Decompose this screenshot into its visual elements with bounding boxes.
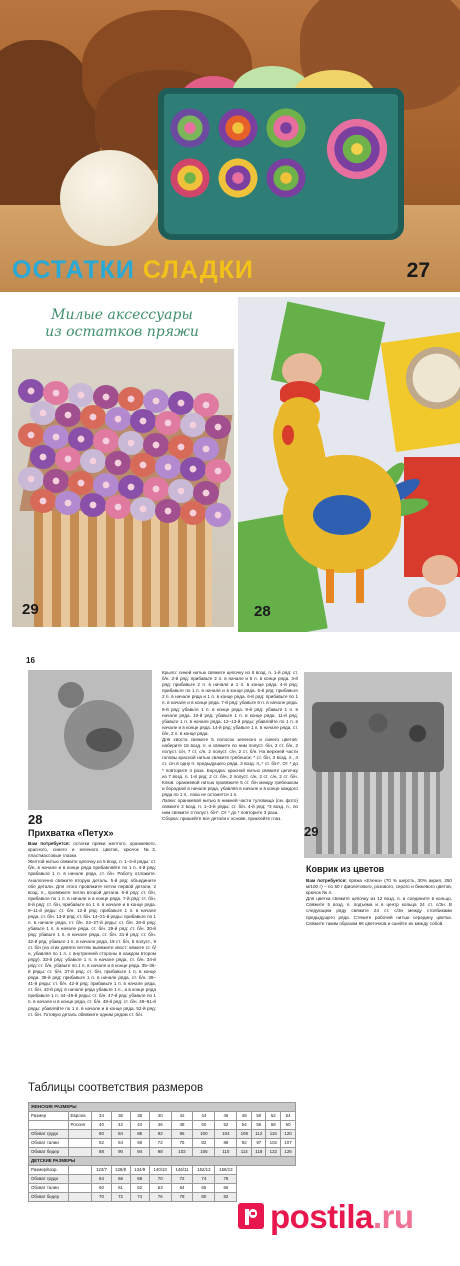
size-table-cell: 120 xyxy=(281,1130,296,1139)
size-table-cell: 70 xyxy=(92,1193,111,1202)
item2-needs-label: Вам потребуется: xyxy=(306,878,347,883)
size-table-cell: 52 xyxy=(266,1112,281,1121)
size-table-cell: 50 xyxy=(252,1112,266,1121)
crochet-flower xyxy=(105,451,131,475)
instructions-page xyxy=(26,656,454,1252)
size-table-cell: 94 xyxy=(130,1148,149,1157)
size-table-row xyxy=(29,1130,296,1139)
granny-square xyxy=(216,106,260,150)
tagline xyxy=(10,307,234,341)
crochet-flower xyxy=(130,453,156,477)
crochet-flower xyxy=(55,491,81,515)
crochet-flower xyxy=(155,455,181,479)
crochet-flower xyxy=(18,423,44,447)
size-table-cell: 80 xyxy=(92,1130,111,1139)
size-table-cell: 78 xyxy=(171,1193,193,1202)
crochet-basket xyxy=(158,88,404,240)
size-table-sublabel xyxy=(68,1139,92,1148)
size-table-cell: 66 xyxy=(215,1184,237,1193)
size-table-cell: 152/12 xyxy=(193,1166,215,1175)
size-table-cell: 61 xyxy=(111,1184,130,1193)
size-table-cell: 106 xyxy=(193,1148,215,1157)
size-table-row xyxy=(29,1103,296,1112)
size-table-cell: 110 xyxy=(215,1148,237,1157)
item1-legs: Лапки: оранжевой нитью в нижней части туловища (см. фото) свяжите 2 возд. п. 1–3-й ряды: ст. б/н. 4-й ряд: *3 возд. п., по ним свяжите 3 полуст. б/н*. От * до * повторите 3 раза. xyxy=(162,797,298,816)
rooster-wing xyxy=(313,495,371,535)
crochet-flower xyxy=(205,459,231,483)
size-table-sublabel xyxy=(68,1148,92,1157)
postila-watermark-text xyxy=(270,1198,414,1236)
crochet-flower xyxy=(130,497,156,521)
size-table-cell: 122/7 xyxy=(92,1166,111,1175)
size-table-cell: 64 xyxy=(171,1184,193,1193)
cover-page-number: 27 xyxy=(406,259,430,282)
size-table-cell: 98 xyxy=(149,1148,171,1157)
size-table-cell: 107 xyxy=(281,1139,296,1148)
size-table-label: Обхват бедер xyxy=(29,1193,69,1202)
size-table-cell: 64 xyxy=(111,1139,130,1148)
crochet-flower xyxy=(155,499,181,523)
size-table-cell: 44 xyxy=(130,1121,149,1130)
size-table-cell: 60 xyxy=(92,1184,111,1193)
page-number: 16 xyxy=(26,656,35,665)
item2-number: 29 xyxy=(304,824,319,839)
photos-spread xyxy=(0,297,460,645)
granny-square xyxy=(264,106,308,150)
size-table-cell: 54 xyxy=(237,1121,252,1130)
crochet-flower xyxy=(80,449,106,473)
rooster-photo-bw xyxy=(28,670,152,810)
item1-tail: Для хвоста свяжите 5 полосок зеленого и синего цветов: наберите 15 возд. п. и свяжите по ним полуст. б/н, 2 ст. б/н, 2 полуст. с/н, 7 ст. с/н, 2 полуст. с/н, 2 ст. б/н. На верхней части головы красной нитью свяжите гребешок: * ст. б/н, 3 возд. п., 4 ст. с/н в одну п. предыдущего ряда, 3 возд. п.,* ст. б/н*. От * до * повторите 4 раза. Бородка: красной нитью свяжите цепочку из 7 возд. п. 1-й ряд: 2 ст. б/н, 2 полуст. с/н, 2 ст. с/н, 2 ст. б/н. Клюв: оранжевой нитью провяжите 5 ст. б/н между гребешком и бородкой в начале ряда, убавляя в начале и в конце каждого ряда по 1 п., пока не останется 1 п. xyxy=(162,737,298,797)
size-table-cell: 46 xyxy=(215,1112,237,1121)
size-table-cell: 118 xyxy=(252,1148,266,1157)
size-table-row xyxy=(29,1184,296,1193)
size-table-cell: 40 xyxy=(92,1121,111,1130)
item2-body: Для цветка свяжите цепочку из 12 возд. п. и соедините в кольцо. Свяжите 5 возд. п. подъема и в центр кольца 24 ст. с/3н. В следующем ряду свяжите 24 ст. с/3н между столбиками предыдущего ряда. Стяните рабочей нитью середину цветка. Свяжите таким образом 66 цветочков и сшейте их между собой. xyxy=(306,896,452,926)
size-table-label xyxy=(29,1121,69,1130)
size-table-label: Обхват талии xyxy=(29,1184,69,1193)
crochet-flower xyxy=(80,405,106,429)
rooster-head-shape xyxy=(58,682,84,708)
item1-wings: Крыло: синей нитью свяжите цепочку из 6 возд. п. 1-й ряд: ст. б/н. 2-й ряд: прибавьте 2 п. в начале и 5 п. в конце ряда. 3-й ряд: прибавьте 2 п. в начале и 1 п. в конце ряда. 4-й ряд: прибавьте по 1 п. в начале и в конце ряда. 5-й ряд: прибавьте 2 п. в начале ряда и 1 п. в конце ряда. 6-й ряд: прибавьте по 1 п. в начале и в конце ряда. 7-й ряд: убавьте 6 п. в начале ряда. 8-й ряд: убавьте 1 п. в конце ряда. 9-й ряд: убавьте 1 п. в начале ряда. 10-й ряд: убавьте 1 п. в конце ряда. 11-й ряд: убавьте 1 п. в начале ряда. 12–13-й ряды: убавляйте по 1 п. в начале и в конце ряда. 14-й ряд: убавьте 1 п. в начале ряда, ст. б/н, 2 п. в конце ряда. xyxy=(162,670,298,736)
size-table-cell: 64 xyxy=(92,1175,111,1184)
size-table-cell: 140/10 xyxy=(149,1166,171,1175)
size-table-cell: 70 xyxy=(149,1175,171,1184)
size-table-cell: 72 xyxy=(111,1193,130,1202)
size-table-cell: 38 xyxy=(130,1112,149,1121)
size-table-cell: 116 xyxy=(266,1130,281,1139)
size-table-cell: 104 xyxy=(215,1130,237,1139)
size-table-cell: 46 xyxy=(149,1121,171,1130)
size-table-cell: 92 xyxy=(237,1139,252,1148)
rooster-wattle xyxy=(282,425,294,445)
size-table-row xyxy=(29,1121,296,1130)
size-table-row xyxy=(29,1148,296,1157)
size-table-cell: 92 xyxy=(149,1130,171,1139)
cover-title-word1: ОСТАТКИ xyxy=(12,256,135,284)
size-table-label: Обхват талии xyxy=(29,1139,69,1148)
size-table-label: Обхват груди xyxy=(29,1175,69,1184)
granny-square xyxy=(216,156,260,200)
item1-needs-text: остатки пряжи желтого, оранжевого, красного, синего и зеленого цветов, крючок №3, пластмассовые глазки. xyxy=(28,841,156,859)
size-table-cell: 63 xyxy=(149,1184,171,1193)
size-table-cell: 88 xyxy=(92,1148,111,1157)
size-table-cell: 96 xyxy=(171,1130,193,1139)
cover-photo xyxy=(0,0,460,292)
crochet-flower xyxy=(55,403,81,427)
size-table-cell: 44 xyxy=(193,1112,215,1121)
size-table-cell: 158/13 xyxy=(215,1166,237,1175)
size-table-sublabel: Россия xyxy=(68,1121,92,1130)
size-table-cell: 42 xyxy=(111,1121,130,1130)
size-tables-title: Таблицы соответствия размеров xyxy=(28,1082,204,1094)
size-table-sublabel: Европа xyxy=(68,1112,92,1121)
size-table-cell: 74 xyxy=(193,1175,215,1184)
photo-number-28: 28 xyxy=(254,603,271,620)
size-table-cell: 62 xyxy=(92,1139,111,1148)
size-table-cell: 62 xyxy=(130,1184,149,1193)
item1-text-col2 xyxy=(162,670,298,1078)
granny-square xyxy=(264,156,308,200)
size-table-cell: 76 xyxy=(171,1139,193,1148)
size-table-cell: 82 xyxy=(193,1139,215,1148)
crochet-flower xyxy=(30,401,56,425)
crochet-flower xyxy=(18,467,44,491)
size-table-cell: 82 xyxy=(215,1193,237,1202)
size-table-cell: 56 xyxy=(252,1121,266,1130)
size-table-cell: 146/11 xyxy=(171,1166,193,1175)
rooster-potholder-photo xyxy=(238,297,460,632)
size-table-sublabel xyxy=(68,1184,92,1193)
granny-square xyxy=(324,116,390,182)
size-table-sublabel xyxy=(68,1166,92,1175)
size-table-cell: 76 xyxy=(149,1193,171,1202)
size-table-cell: 122 xyxy=(266,1148,281,1157)
size-table-cell: 128/8 xyxy=(111,1166,130,1175)
size-table-cell: 114 xyxy=(237,1148,252,1157)
size-table-sublabel xyxy=(68,1175,92,1184)
size-table-cell: 60 xyxy=(281,1121,296,1130)
size-table-cell: 58 xyxy=(266,1121,281,1130)
item2-needs-text: пряжа «Елена» (70 % шерсть, 30% акрил, 250 м/100 г) – по 50 г фиолетового, розового, серого и бежевого цветов, крючок № 4. xyxy=(306,878,452,896)
size-table-cell: 88 xyxy=(215,1139,237,1148)
size-table-section: ЖЕНСКИЕ РАЗМЕРЫ xyxy=(29,1103,296,1112)
size-table-cell: 90 xyxy=(111,1148,130,1157)
size-table-cell: 40 xyxy=(149,1112,171,1121)
size-table-section: ДЕТСКИЕ РАЗМЕРЫ xyxy=(29,1157,296,1166)
size-table-cell: 126 xyxy=(281,1148,296,1157)
crochet-flower xyxy=(180,457,206,481)
tagline-line2: из остатков пряжи xyxy=(45,324,199,340)
crochet-flower xyxy=(55,447,81,471)
size-table xyxy=(28,1102,296,1202)
size-table-row xyxy=(29,1139,296,1148)
size-table-cell: 72 xyxy=(171,1175,193,1184)
size-table-cell: 112 xyxy=(252,1130,266,1139)
size-table-cell: 52 xyxy=(215,1121,237,1130)
size-table-cell: 48 xyxy=(237,1112,252,1121)
flower-rug-photo-bw xyxy=(304,672,452,858)
size-table-label: Размер/возр. xyxy=(29,1166,69,1175)
yarn-ball-white xyxy=(60,150,160,246)
size-table-cell: 88 xyxy=(130,1130,149,1139)
size-table-cell: 72 xyxy=(149,1139,171,1148)
flower-rug-photo xyxy=(12,349,234,627)
size-table-cell: 80 xyxy=(193,1193,215,1202)
oats-bowl xyxy=(406,347,460,409)
size-table-row xyxy=(29,1166,296,1175)
crochet-flower xyxy=(18,379,44,403)
size-table-cell: 42 xyxy=(171,1112,193,1121)
watermark-tld: .ru xyxy=(372,1198,414,1235)
item1-text-col1 xyxy=(28,841,156,1077)
crochet-flower xyxy=(80,493,106,517)
tagline-line1: Милые аксессуары xyxy=(51,307,193,323)
postila-logo-icon xyxy=(236,1201,266,1231)
size-table-label: Обхват груди xyxy=(29,1130,69,1139)
item1-assembly: Сборка: пришейте все детали к основе, приклейте глаз. xyxy=(162,816,282,822)
size-table-row xyxy=(29,1112,296,1121)
size-table-cell: 102 xyxy=(266,1139,281,1148)
granny-square xyxy=(168,106,212,150)
item2-text xyxy=(306,878,452,998)
size-table-cell: 48 xyxy=(171,1121,193,1130)
size-table-label: Размер xyxy=(29,1112,69,1121)
item1-needs-label: Вам потребуется: xyxy=(28,841,71,846)
item1-title: Прихватка «Петух» xyxy=(28,828,114,838)
size-table-cell: 68 xyxy=(130,1139,149,1148)
rooster-leg xyxy=(326,569,334,603)
size-table-cell: 97 xyxy=(252,1139,266,1148)
size-table-cell: 76 xyxy=(215,1175,237,1184)
crochet-flower xyxy=(105,407,131,431)
crochet-flower xyxy=(155,411,181,435)
item1-number: 28 xyxy=(28,812,43,827)
crochet-flower xyxy=(205,503,231,527)
item2-title: Коврик из цветов xyxy=(306,864,385,874)
egg xyxy=(422,555,458,585)
item1-body: Желтой нитью свяжите цепочку из 5 возд. п. 1–3-й ряды: ст. б/н, в начале и в конце ряда прибавляйте по 1 п. 4-й ряд: прибавьте 1 п. в начале ряда, ст. б/н. Работу отложите. Аналогично свяжите вторую деталь. 5-й ряд: объедините обе детали. Для этого провяжите петли первой детали, 2 возд. п., провяжите петли второй детали. 6-й ряд: ст. б/н, прибавьте по 1 п. в начале и в конце ряда. 7-й ряд: ст. б/н. 8-й ряд: ст. б/н, прибавьте по 1 п. в начале и в конце ряда. 9–11-й ряды: ст. б/н. 12-й ряд: прибавьте 1 п. в начале ряда, ст. б/н. 13-й ряд: ст. б/н. 14–21-й ряды: прибавьте по 1 п. в начале ряда, ст. б/н. 22–27-й ряды: ст. б/н. 28-й ряд: убавьте 1 п. в начале ряда, ст. б/н. 29-й ряд: ст. б/н. 30-й ряд: убавьте 1 п. в начале ряда, ст. б/н. 31-й ряд: ст. б/н. 32-й ряд: убавьте 1 п. в начале ряда, 19 ст. б/н, 5 полуст., 9 ст. б/н (на этих девяти петлях вывяжите хвост: вяжите ст. б/н, убавляя по 1 п. с внутренней стороны в каждом втором ряду). 33-й ряд: убавьте 1 п. в начале ряда, ст. б/н. 34-й ряд: ст. б/н, убавьте по 1 п. в начале и в конце ряда. 35–36-й ряды: ст. б/н. 37-й ряд: ст. б/н, прибавьте 1 п. в конце ряда. 38-й ряд: прибавьте 1 п. в начале ряда, ст. б/н. 39–41-й ряды: ст. б/н. 42-й ряд: прибавьте 1 п. в начале ряда, ст. б/н. 43-й ряд: в начале ряда убавьте 1 п., а в конце ряда прибавьте 1 п. 44–46-й ряды: ст. б/н. 47-й ряд: убавьте по 1 п. в начале и в конце ряда, ст. б/н. 48-й ряд: ст. б/н. 49–51-й ряды: убавляйте по 1 п. в начале и в конце ряда. 52-й ряд: ст. б/н. Готовую деталь обвяжите одним рядом ст. б/н. xyxy=(28,859,156,1017)
size-table-cell: 84 xyxy=(111,1130,130,1139)
size-table-cell: 50 xyxy=(193,1121,215,1130)
size-table-sublabel xyxy=(68,1130,92,1139)
granny-square xyxy=(168,156,212,200)
crochet-flower xyxy=(30,445,56,469)
egg xyxy=(408,587,446,617)
size-table-sublabel xyxy=(68,1193,92,1202)
photo-number-29: 29 xyxy=(22,601,39,618)
rug-shape xyxy=(312,702,444,772)
size-table-cell: 74 xyxy=(130,1193,149,1202)
size-table-cell: 66 xyxy=(111,1175,130,1184)
watermark-main: postila xyxy=(270,1198,373,1235)
size-table-label: Обхват бедер xyxy=(29,1148,69,1157)
crochet-flower xyxy=(205,415,231,439)
cover-title xyxy=(12,256,254,285)
crochet-flower xyxy=(130,409,156,433)
size-table-cell: 134/9 xyxy=(130,1166,149,1175)
crochet-flower xyxy=(180,413,206,437)
size-table-cell: 34 xyxy=(92,1112,111,1121)
size-table-cell: 108 xyxy=(237,1130,252,1139)
size-table-cell: 68 xyxy=(130,1175,149,1184)
rooster-leg xyxy=(356,569,364,603)
size-table-cell: 100 xyxy=(193,1130,215,1139)
size-table-row xyxy=(29,1175,296,1184)
size-table-cell: 102 xyxy=(171,1148,193,1157)
crochet-flower xyxy=(105,495,131,519)
crochet-flower xyxy=(180,501,206,525)
size-table-cell: 36 xyxy=(111,1112,130,1121)
size-table-cell: 54 xyxy=(281,1112,296,1121)
size-table-cell: 65 xyxy=(193,1184,215,1193)
crochet-flower xyxy=(30,489,56,513)
rooster-wing-shape xyxy=(86,728,122,752)
cover-title-word2: СЛАДКИ xyxy=(142,256,254,284)
size-table-row xyxy=(29,1157,296,1166)
postila-watermark xyxy=(236,1198,450,1238)
